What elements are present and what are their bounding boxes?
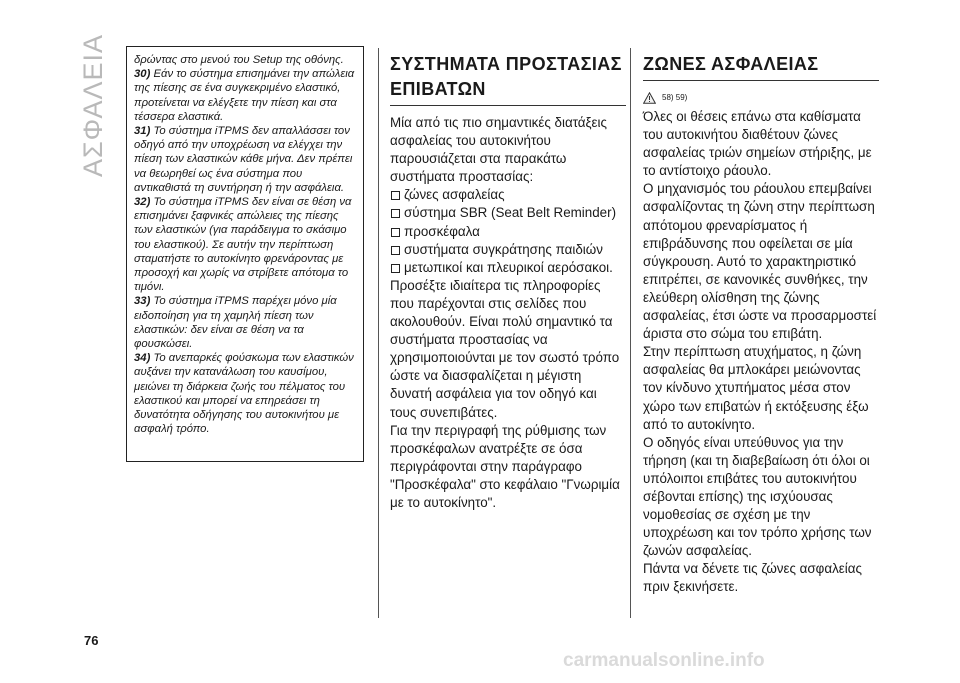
body-paragraph: Ο οδηγός είναι υπεύθυνος για την τήρηση (και τη διαβεβαίωση ότι όλοι οι υπόλοιποι επιβάτες του αυτοκινήτου σέβονται επίσης) της ισχύουσας νομοθεσίας σε σχέση με την υποχρέωση και τον τρόπο χρήσης των ζωνών ασφαλείας. [643,434,872,559]
section-heading: ΖΩΝΕΣ ΑΣΦΑΛΕΙΑΣ [643,54,819,74]
square-bullet-icon [391,264,400,273]
note-item: 34) Το ανεπαρκές φούσκωμα των ελαστικών αυξάνει την κατανάλωση του καυσίμου, μειώνει τη διάρκεια ζωής του πέλματος του ελαστικού και μπορεί να επηρεάσει τη δυνατότητα οδήγησης του αυτοκινήτου με ασφαλή τρόπο. [134,352,354,436]
body-paragraph: Για την περιγραφή της ρύθμισης των προσκέφαλων ανατρέξτε σε όσα περιγράφονται στην παράγραφο "Προσκέφαλα" στο κεφάλαιο "Γνωριμία με το αυτοκίνητο". [390,422,620,510]
warning-refs-text: 58) 59) [662,93,688,102]
seat-belts-section [643,52,879,597]
body-paragraph: Στην περίπτωση ατυχήματος, η ζώνη ασφαλείας θα μπλοκάρει μειώνοντας τον κίνδυνο χτυπήματος μέσα στον χώρο των επιβατών ή εκτόξευσης έξω από το αυτοκίνητο. [643,344,869,432]
warning-triangle-icon [643,92,656,104]
warning-references [643,89,879,107]
body-paragraph: Προσέξτε ιδιαίτερα τις πληροφορίες που παρέχονται στις σελίδες που ακολουθούν. Είναι πολύ σημαντικό τα συστήματα προστασίας να χρησιμοποιούνται με τον σωστό τρόπο ώστε να διασφαλίζεται η μέγιστη δυνατή ασφάλεια για τον οδηγό και τους συνεπιβάτες. [390,277,620,420]
note-item: 31) Το σύστημα iTPMS δεν απαλλάσσει τον οδηγό από την υποχρέωση να ελέγχει την πίεση των ελαστικών κάθε μήνα. Δεν πρέπει να θεωρηθεί ως ένα σύστημα που αντικαθιστά τη συντήρηση ή την ασφάλεια. [134,125,353,194]
list-item: μετωπικοί και πλευρικοί αερόσακοι. [390,259,626,277]
occupant-protection-section [390,52,626,512]
note-item: 32) Το σύστημα iTPMS δεν είναι σε θέση να επισημάνει ξαφνικές απώλειες της πίεσης των ελαστικών (για παράδειγμα το σκάσιμο του ελαστικού). Σε αυτήν την περίπτωση σταματήστε το αυτοκίνητο φρενάροντας με προσοχή και χωρίς να στρίβετε απότομα το τιμόνι. [134,196,352,294]
list-item: ζώνες ασφαλείας [390,186,626,204]
note-item: 30) Εάν το σύστημα επισημάνει την απώλεια της πίεσης σε ένα συγκεκριμένο ελαστικό, προτείνεται να ελέγξετε την πίεση και στα τέσσερα ελαστικά. [134,68,355,123]
intro-paragraph: Μία από τις πιο σημαντικές διατάξεις ασφαλείας του αυτοκινήτου παρουσιάζεται στα παρακάτω συστήματα προστασίας: [390,115,607,185]
square-bullet-icon [391,246,400,255]
notes-box [126,46,364,462]
heading-rule [643,80,879,81]
body-paragraph: Πάντα να δένετε τις ζώνες ασφαλείας πριν ξεκινήσετε. [643,561,862,595]
list-item: προσκέφαλα [390,223,626,241]
section-heading: ΣΥΣΤΗΜΑΤΑ ΠΡΟΣΤΑΣΙΑΣ ΕΠΙΒΑΤΩΝ [390,54,622,99]
column-divider [630,48,631,618]
square-bullet-icon [391,191,400,200]
column-divider [378,48,379,618]
body-paragraph: Όλες οι θέσεις επάνω στα καθίσματα του αυτοκινήτου διαθέτουν ζώνες ασφαλείας τριών σημείων στήριξης, με το αντίστοιχο ράουλο. [643,109,872,179]
page-number: 76 [84,633,99,648]
square-bullet-icon [391,228,400,237]
body-paragraph: Ο μηχανισμός του ράουλου επεμβαίνει ασφαλίζοντας τη ζώνη στην περίπτωση απότομου φρεναρίσματος ή επιβράδυνσης που οφείλεται σε μία σύγκρουση. Αυτό το χαρακτηριστικό επιτρέπει, σε κανονικές συνθήκες, την ελεύθερη ολίσθηση της ζώνης ασφαλείας, έτσι ώστε να προσαρμοστεί άριστα στο σώμα του επιβάτη. [643,181,877,342]
note-item: δρώντας στο μενού του Setup της οθόνης. [134,54,344,66]
chapter-side-title [76,33,112,177]
chapter-side-title-text: ΑΣΦΑΛΕΙΑ [78,33,109,177]
list-item: συστήματα συγκράτησης παιδιών [390,241,626,259]
protection-systems-list [390,186,626,276]
square-bullet-icon [391,209,400,218]
watermark: carmanualsonline.info [563,650,765,671]
note-item: 33) Το σύστημα iTPMS παρέχει μόνο μία ειδοποίηση για τη χαμηλή πίεση των ελαστικών: δεν είναι σε θέση να τα φουσκώσει. [134,295,337,351]
heading-rule [390,105,626,106]
list-item: σύστημα SBR (Seat Belt Reminder) [390,204,626,222]
